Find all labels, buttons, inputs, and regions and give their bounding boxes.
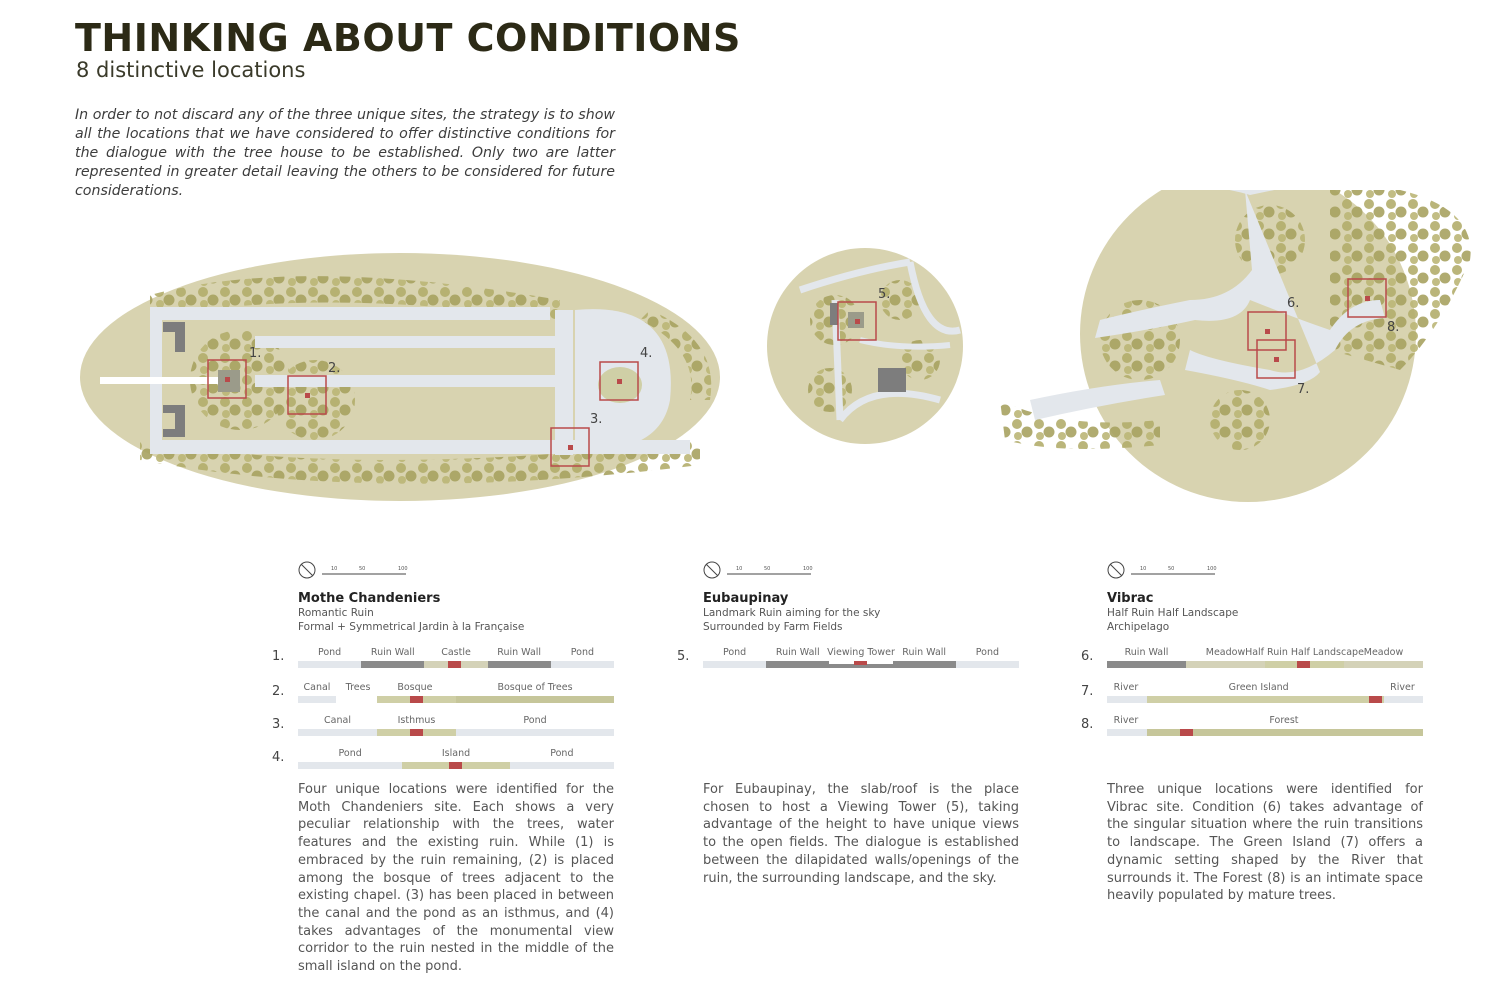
section-label: Meadow bbox=[1363, 647, 1404, 658]
marker-4: 4. bbox=[640, 346, 653, 361]
site-description: Archipelago bbox=[1107, 621, 1170, 633]
section-bar bbox=[298, 729, 614, 736]
section-bar bbox=[1107, 729, 1423, 736]
section-bar bbox=[298, 696, 614, 703]
scale-bar bbox=[298, 560, 418, 580]
scale-tick-10: 10 bbox=[1140, 566, 1147, 572]
condition-number: 4. bbox=[272, 750, 285, 765]
condition-row-6 bbox=[1081, 647, 1423, 667]
section-label: Pond bbox=[317, 647, 342, 658]
section-label: Isthmus bbox=[397, 715, 436, 726]
section-bar bbox=[1107, 696, 1423, 703]
scale-tick-10: 10 bbox=[331, 566, 338, 572]
site-description: Surrounded by Farm Fields bbox=[703, 621, 843, 633]
condition-row-8 bbox=[1081, 715, 1423, 735]
site-name: Vibrac bbox=[1107, 591, 1154, 606]
location-marker bbox=[1369, 696, 1382, 703]
condition-row-2 bbox=[272, 682, 614, 702]
section-label: Castle bbox=[441, 647, 471, 658]
page-subtitle: 8 distinctive locations bbox=[76, 58, 306, 82]
section-label: Bosque bbox=[397, 682, 433, 693]
condition-number: 8. bbox=[1081, 717, 1094, 732]
eubaupinay-plan bbox=[767, 248, 963, 444]
marker-7: 7. bbox=[1297, 382, 1310, 397]
location-marker bbox=[410, 696, 423, 703]
scale-tick-100: 100 bbox=[803, 566, 813, 572]
condition-row-4 bbox=[272, 748, 614, 768]
section-label: Pond bbox=[338, 748, 362, 759]
section-label: Half Ruin Half Landscape bbox=[1245, 647, 1364, 658]
section-label: Ruin Wall bbox=[1124, 647, 1169, 658]
site-plans bbox=[0, 190, 1498, 540]
section-label: Ruin Wall bbox=[370, 647, 415, 658]
marker-8: 8. bbox=[1387, 320, 1400, 335]
section-label: Pond bbox=[722, 647, 747, 658]
location-marker bbox=[449, 762, 462, 769]
site-description: Half Ruin Half Landscape bbox=[1107, 607, 1239, 619]
scale-bar bbox=[1107, 560, 1227, 580]
page-title: THINKING ABOUT CONDITIONS bbox=[75, 16, 741, 60]
section-label: Island bbox=[441, 748, 471, 759]
section-label: Meadow bbox=[1205, 647, 1246, 658]
section-label: Pond bbox=[975, 647, 1000, 658]
section-label: Ruin Wall bbox=[775, 647, 820, 658]
marker-1: 1. bbox=[249, 346, 262, 361]
scale-tick-10: 10 bbox=[736, 566, 743, 572]
section-label: River bbox=[1113, 715, 1139, 726]
section-label: Pond bbox=[570, 647, 595, 658]
site-name: Mothe Chandeniers bbox=[298, 591, 441, 606]
section-label: Forest bbox=[1269, 715, 1299, 726]
scale-tick-50: 50 bbox=[359, 566, 366, 572]
mothe-chandeniers-plan bbox=[80, 253, 720, 501]
intro-paragraph: In order to not discard any of the three unique sites, the strategy is to show all the locations that we have considered to offer distinctive conditions for the dialogue with the tree house to be established. Only two are latter represented in greater detail leaving the others to be considered for future considerations. bbox=[75, 107, 615, 199]
condition-row-3 bbox=[272, 715, 614, 735]
location-marker bbox=[854, 661, 867, 665]
scale-tick-50: 50 bbox=[1168, 566, 1175, 572]
condition-row-1 bbox=[272, 647, 614, 667]
section-bar bbox=[298, 661, 614, 668]
marker-5: 5. bbox=[878, 287, 891, 302]
condition-number: 7. bbox=[1081, 684, 1094, 699]
marker-6: 6. bbox=[1287, 296, 1300, 311]
site-paragraph: Three unique locations were identified for Vibrac site. Condition (6) takes advantage of the singular situation where the ruin transitions to landscape. The Green Island (7) offers a dynamic setting shaped by the River that surrounds it. The Forest (8) is an intimate space heavily populated by mature trees. bbox=[1107, 782, 1423, 904]
section-label: Ruin Wall bbox=[497, 647, 542, 658]
section-label: Pond bbox=[523, 715, 547, 726]
condition-number: 5. bbox=[677, 649, 690, 664]
condition-row-7 bbox=[1081, 682, 1423, 702]
site-paragraph: Four unique locations were identified for the Moth Chandeniers site. Each shows a very peculiar relationship with the trees, water features and the existing ruin. While (1) is embraced by the ruin remaining, (2) is placed among the bosque of trees adjacent to the existing chapel. (3) has been placed in between the canal and the pond as an isthmus, and (4) takes advantages of the monumental view corridor to the ruin nested in the middle of the small island on the pond. bbox=[298, 782, 614, 975]
marker-3: 3. bbox=[590, 412, 603, 427]
location-marker bbox=[448, 661, 461, 668]
condition-number: 6. bbox=[1081, 649, 1094, 664]
scale-tick-50: 50 bbox=[764, 566, 771, 572]
section-bar bbox=[703, 661, 1019, 668]
section-bar bbox=[298, 762, 614, 769]
site-name: Eubaupinay bbox=[703, 591, 789, 606]
section-label: River bbox=[1113, 682, 1139, 693]
condition-number: 1. bbox=[272, 649, 285, 664]
section-label: River bbox=[1390, 682, 1415, 693]
site-description: Formal + Symmetrical Jardin à la Française bbox=[298, 621, 525, 633]
site-mothe-header bbox=[298, 560, 614, 634]
location-marker bbox=[1180, 729, 1193, 736]
location-marker bbox=[1297, 661, 1310, 668]
site-paragraph: For Eubaupinay, the slab/roof is the place chosen to host a Viewing Tower (5), taking advantage of the height to have unique views to the open fields. The dialogue is established between the dilapidated walls/openings of the ruin, the surrounding landscape, and the sky. bbox=[703, 782, 1019, 886]
section-label: Viewing Tower bbox=[827, 647, 895, 658]
scale-tick-100: 100 bbox=[398, 566, 408, 572]
site-eubaupinay-header bbox=[703, 560, 1019, 634]
marker-2: 2. bbox=[328, 361, 341, 376]
section-label: Pond bbox=[550, 748, 574, 759]
section-label: Canal bbox=[324, 715, 351, 726]
section-bar bbox=[1107, 661, 1423, 668]
section-label: Trees bbox=[345, 682, 371, 693]
site-description: Romantic Ruin bbox=[298, 607, 374, 619]
section-label: Green Island bbox=[1228, 682, 1289, 693]
condition-row-5 bbox=[677, 647, 1019, 667]
condition-number: 3. bbox=[272, 717, 285, 732]
section-label: Bosque of Trees bbox=[497, 682, 573, 693]
scale-tick-100: 100 bbox=[1207, 566, 1217, 572]
site-description: Landmark Ruin aiming for the sky bbox=[703, 607, 881, 619]
location-marker bbox=[410, 729, 423, 736]
site-vibrac-header bbox=[1107, 560, 1423, 634]
section-label: Canal bbox=[303, 682, 331, 693]
scale-bar bbox=[703, 560, 823, 580]
section-label: Ruin Wall bbox=[902, 647, 947, 658]
condition-number: 2. bbox=[272, 684, 285, 699]
vibrac-plan bbox=[1000, 190, 1471, 502]
